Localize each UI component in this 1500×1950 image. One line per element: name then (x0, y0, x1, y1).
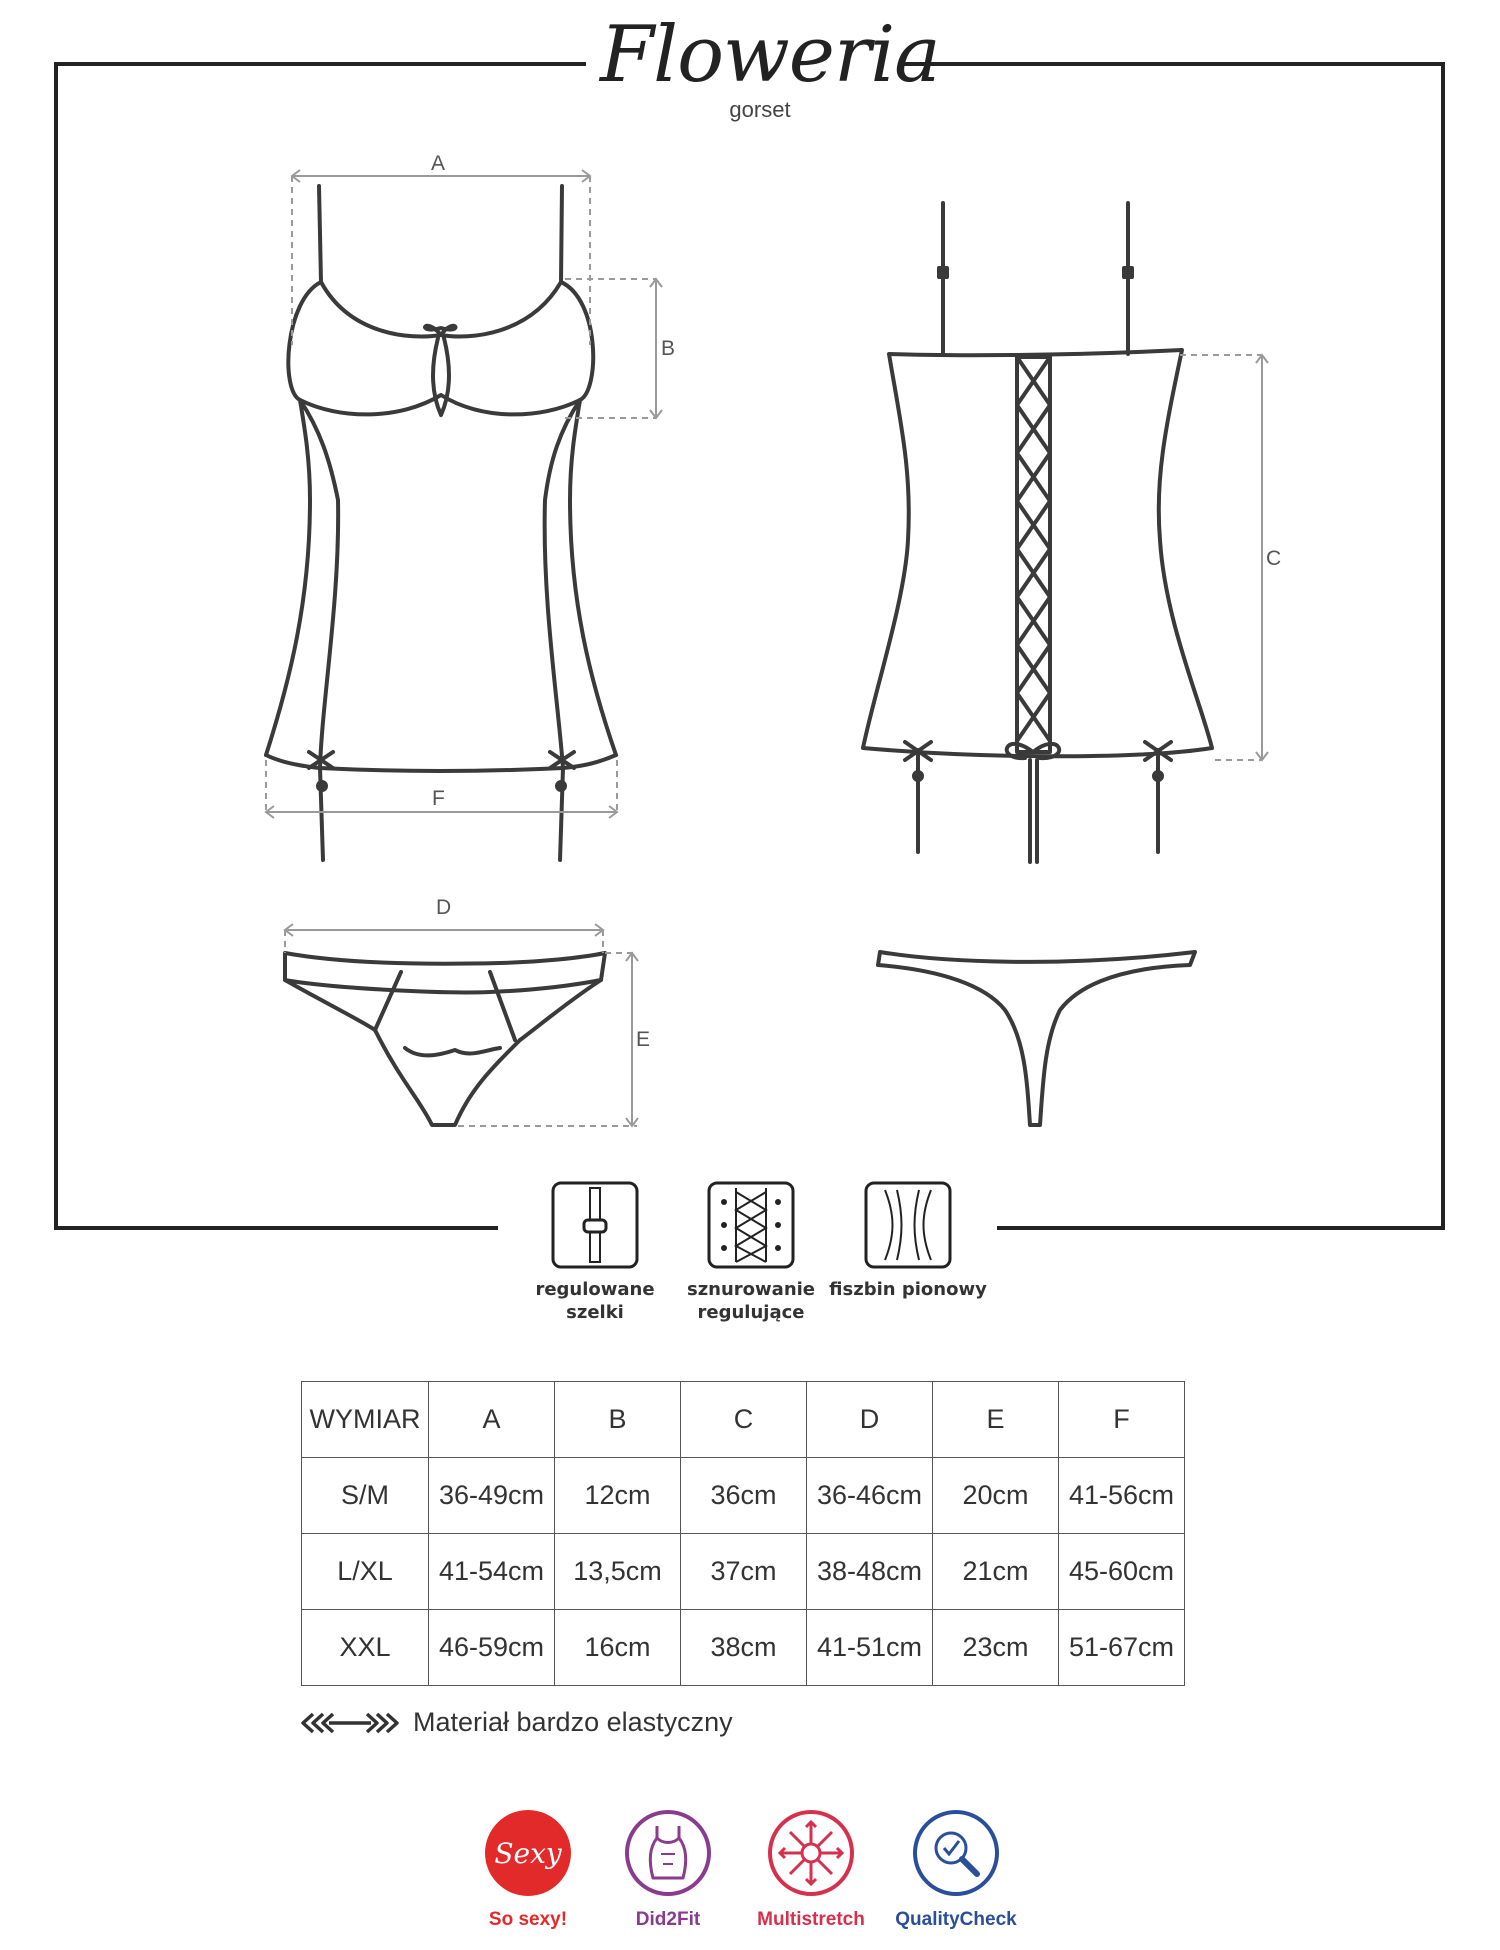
table-header-row (302, 1382, 1185, 1458)
table-row (302, 1534, 1185, 1610)
feature-label-line2: regulujące (697, 1302, 805, 1323)
brand-name: Floweria (600, 10, 940, 100)
sexy-icon-text: Sexy (494, 1837, 562, 1870)
feature-label-line1: regulowane (535, 1279, 655, 1300)
table-header-cell: WYMIAR (302, 1382, 429, 1458)
sexy-icon (483, 1808, 573, 1898)
stretch-arrow-icon (301, 1712, 399, 1734)
table-cell: 46-59cm (429, 1610, 555, 1686)
feature-label-line1: sznurowanie (686, 1279, 816, 1300)
feature-lacing (671, 1180, 831, 1324)
table-cell: 12cm (555, 1458, 681, 1534)
badge-so-sexy (453, 1808, 603, 1931)
multistretch-icon (766, 1808, 856, 1898)
qualitycheck-icon (911, 1808, 1001, 1898)
table-cell: 38-48cm (807, 1534, 933, 1610)
table-cell: L/XL (302, 1534, 429, 1610)
badge-label: QualityCheck (895, 1909, 1017, 1930)
badge-multistretch (736, 1808, 886, 1931)
dimension-guides (266, 170, 1268, 1126)
table-cell: 38cm (681, 1610, 807, 1686)
feature-label-line2: szelki (566, 1302, 624, 1323)
table-cell: 37cm (681, 1534, 807, 1610)
camisole-back-drawing (863, 203, 1212, 862)
table-cell: 20cm (933, 1458, 1059, 1534)
table-cell: XXL (302, 1610, 429, 1686)
table-header-cell: C (681, 1382, 807, 1458)
table-header-cell: D (807, 1382, 933, 1458)
adjustable-straps-icon (550, 1180, 640, 1270)
badge-label: Multistretch (757, 1909, 865, 1930)
did2fit-icon (623, 1808, 713, 1898)
vertical-boning-icon (863, 1180, 953, 1270)
table-cell: 45-60cm (1059, 1534, 1185, 1610)
badge-did2fit (593, 1808, 743, 1931)
table-header-cell: B (555, 1382, 681, 1458)
badge-label: So sexy! (488, 1909, 568, 1930)
brand-header (600, 5, 940, 123)
dimension-label-e: E (636, 1028, 651, 1051)
table-cell: 41-56cm (1059, 1458, 1185, 1534)
badge-qualitycheck (881, 1808, 1031, 1931)
table-cell: 23cm (933, 1610, 1059, 1686)
table-cell: 36cm (681, 1458, 807, 1534)
table-header-cell: F (1059, 1382, 1185, 1458)
elastic-note-text: Materiał bardzo elastyczny (413, 1707, 733, 1737)
feature-adjustable-straps (515, 1180, 675, 1324)
table-cell: 36-46cm (807, 1458, 933, 1534)
table-cell: 13,5cm (555, 1534, 681, 1610)
dimension-label-b: B (661, 337, 676, 360)
table-header-cell: A (429, 1382, 555, 1458)
feature-vertical-boning (828, 1180, 988, 1301)
table-cell: 21cm (933, 1534, 1059, 1610)
feature-label-line1: fiszbin pionowy (829, 1279, 987, 1300)
badge-label: Did2Fit (635, 1909, 701, 1930)
size-table (301, 1381, 1185, 1686)
brand-subtitle: gorset (729, 97, 791, 122)
thong-back-drawing (878, 952, 1195, 1125)
thong-front-drawing (285, 953, 605, 1125)
elastic-note (301, 1707, 733, 1738)
frame-border (56, 64, 1443, 1228)
table-cell: 51-67cm (1059, 1610, 1185, 1686)
dimension-label-c: C (1266, 547, 1282, 570)
table-cell: 41-54cm (429, 1534, 555, 1610)
table-row (302, 1458, 1185, 1534)
dimension-label-d: D (436, 896, 452, 919)
table-header-cell: E (933, 1382, 1059, 1458)
table-cell: 41-51cm (807, 1610, 933, 1686)
camisole-front-drawing (266, 186, 616, 860)
table-cell: 36-49cm (429, 1458, 555, 1534)
table-cell: S/M (302, 1458, 429, 1534)
dimension-label-f: F (432, 787, 445, 810)
table-cell: 16cm (555, 1610, 681, 1686)
lacing-icon (706, 1180, 796, 1270)
table-row (302, 1610, 1185, 1686)
dimension-label-a: A (431, 152, 446, 175)
